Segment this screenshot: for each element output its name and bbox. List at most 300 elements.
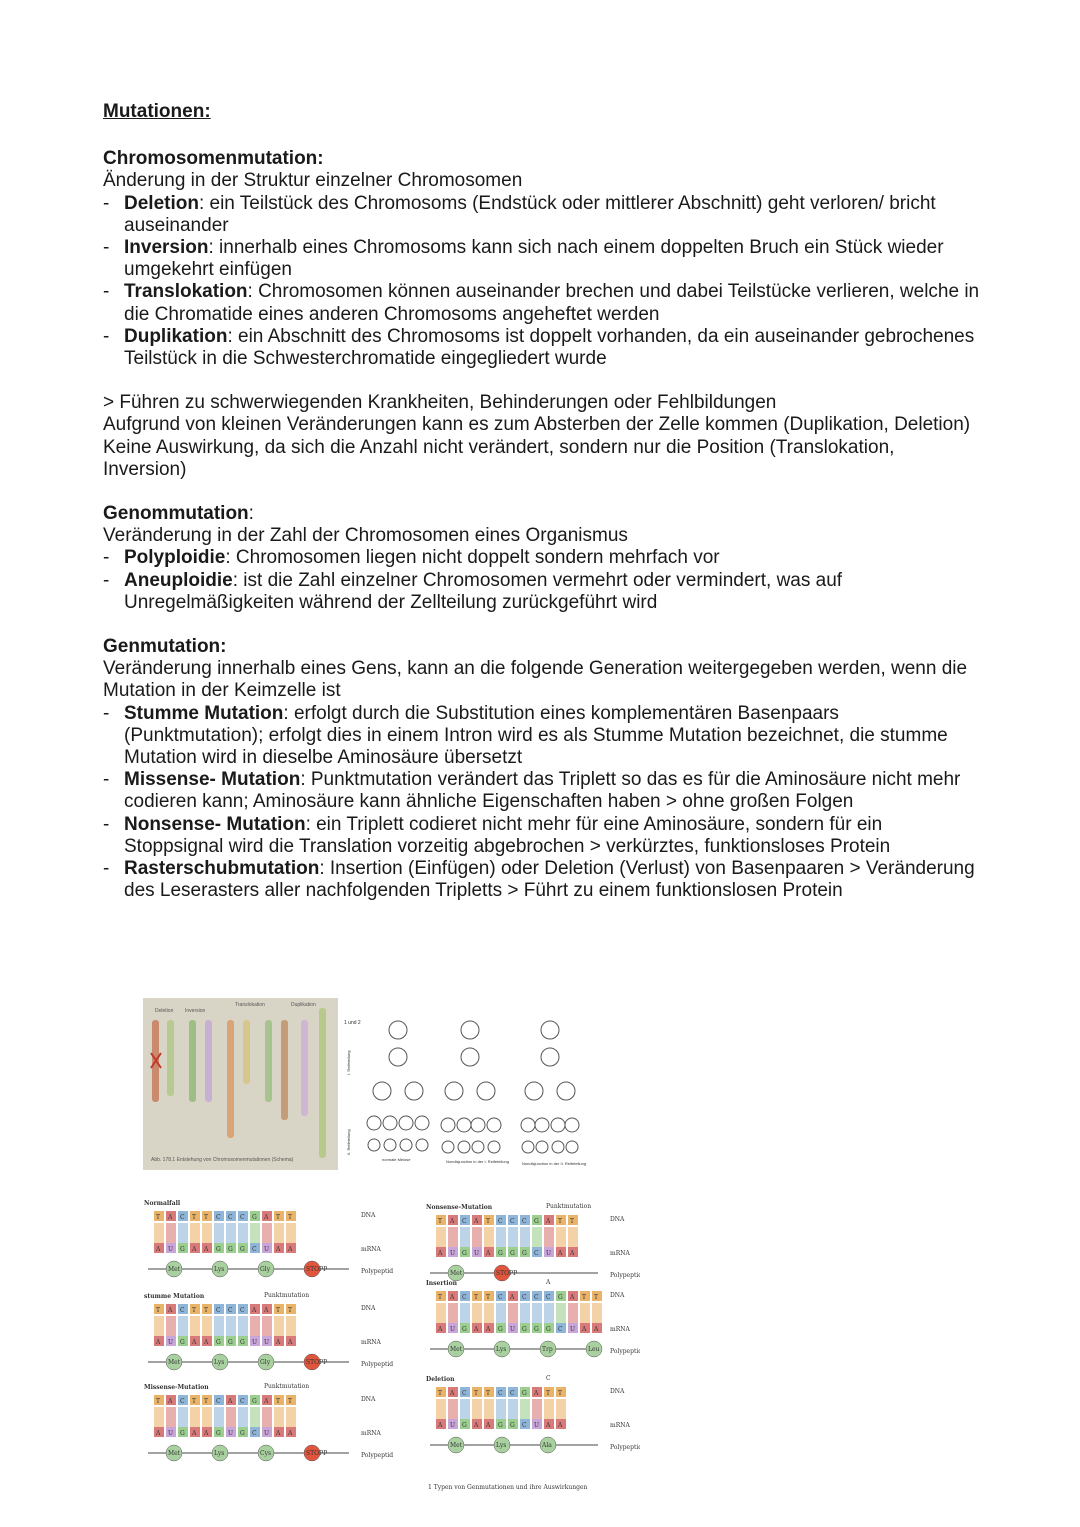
dna-base-letter: C xyxy=(546,1294,551,1301)
dna-base-letter: C xyxy=(498,1390,503,1397)
panel-title: Nonsense-Mutation xyxy=(426,1204,493,1211)
base-pair-bar xyxy=(472,1227,482,1247)
chromosome-strip xyxy=(301,1020,308,1116)
base-pair-bar xyxy=(250,1223,260,1243)
dna-base-letter: T xyxy=(474,1294,479,1301)
amino-acid-label: Ala xyxy=(542,1442,552,1449)
mrna-base-letter: G xyxy=(228,1339,233,1346)
base-pair-bar xyxy=(238,1223,248,1243)
base-pair-bar xyxy=(262,1223,272,1243)
dna-base-letter: T xyxy=(558,1218,563,1225)
list-item: - Stumme Mutation: erfolgt durch die Substitution eines komplementären Basenpaars (Punktmutation); erfolgt dies in einem Intron wird es als Stumme Mutation bezeichnet, die stumme Mutation wird in dieselbe Aminosäure übersetzt xyxy=(103,703,983,770)
panel-note: A xyxy=(546,1279,551,1286)
base-pair-bar xyxy=(286,1407,296,1427)
mrna-base-letter: A xyxy=(486,1250,491,1257)
dna-base-letter: C xyxy=(462,1218,467,1225)
row-label: DNA xyxy=(610,1216,625,1223)
mrna-base-letter: G xyxy=(180,1339,185,1346)
dna-base-letter: A xyxy=(228,1398,233,1405)
base-pair-bar xyxy=(508,1303,518,1323)
mrna-base-letter: U xyxy=(264,1246,270,1253)
note-line: Aufgrund von kleinen Veränderungen kann es zum Absterben der Zelle kommen (Duplikation, Deletion) xyxy=(103,414,971,436)
dna-base-letter: T xyxy=(276,1307,281,1314)
dna-base-letter: A xyxy=(264,1307,269,1314)
dna-base-letter: A xyxy=(168,1307,173,1314)
panel-note: Punktmutation xyxy=(264,1292,310,1299)
base-pair-bar xyxy=(544,1399,554,1419)
row-label: DNA xyxy=(361,1212,376,1219)
mrna-base-letter: G xyxy=(240,1430,245,1437)
dna-base-letter: T xyxy=(156,1398,161,1405)
mrna-base-letter: C xyxy=(522,1422,527,1429)
mrna-base-letter: U xyxy=(168,1339,174,1346)
photo-label: Translokation xyxy=(235,1002,265,1008)
dna-base-letter: T xyxy=(204,1398,209,1405)
chromosome-strip xyxy=(227,1020,234,1138)
dna-base-letter: T xyxy=(594,1294,599,1301)
dna-base-letter: C xyxy=(522,1218,527,1225)
mrna-base-letter: A xyxy=(474,1422,479,1429)
base-pair-bar xyxy=(520,1227,530,1247)
meiosis-column xyxy=(441,1021,501,1153)
dna-base-letter: A xyxy=(264,1214,269,1221)
meiosis-caption: Nondisjunction in der I. Reifeteilung xyxy=(446,1159,509,1164)
dna-base-letter: T xyxy=(474,1390,479,1397)
row-label: mRNA xyxy=(361,1430,381,1437)
row-label: Polypeptid xyxy=(361,1268,394,1275)
row-label: Polypeptid xyxy=(610,1272,640,1279)
dna-base-letter: C xyxy=(534,1294,539,1301)
dna-base-letter: C xyxy=(216,1398,221,1405)
base-pair-bar xyxy=(532,1399,542,1419)
dna-base-letter: T xyxy=(288,1307,293,1314)
mrna-base-letter: U xyxy=(450,1326,456,1333)
dna-base-letter: T xyxy=(192,1307,197,1314)
mrna-base-letter: G xyxy=(180,1246,185,1253)
base-pair-bar xyxy=(190,1316,200,1336)
panel-title: Missense-Mutation xyxy=(144,1384,209,1391)
base-pair-bar xyxy=(436,1303,446,1323)
base-pair-bar xyxy=(214,1407,224,1427)
base-pair-bar xyxy=(508,1399,518,1419)
mrna-base-letter: G xyxy=(216,1430,221,1437)
section-heading: Genmutation: xyxy=(103,636,227,658)
mrna-base-letter: U xyxy=(264,1339,270,1346)
base-pair-bar xyxy=(274,1223,284,1243)
mrna-base-letter: A xyxy=(192,1246,197,1253)
mrna-base-letter: A xyxy=(546,1422,551,1429)
mrna-base-letter: A xyxy=(276,1339,281,1346)
base-pair-bar xyxy=(472,1399,482,1419)
base-pair-bar xyxy=(544,1227,554,1247)
amino-acid-label: Lys xyxy=(496,1346,507,1353)
dna-base-letter: C xyxy=(510,1218,515,1225)
mrna-base-letter: G xyxy=(522,1250,527,1257)
dna-base-letter: C xyxy=(240,1307,245,1314)
amino-acid-label: STOPP xyxy=(496,1270,518,1277)
dna-base-letter: A xyxy=(534,1390,539,1397)
base-pair-bar xyxy=(286,1223,296,1243)
mrna-base-letter: G xyxy=(498,1422,503,1429)
mrna-base-letter: C xyxy=(252,1246,257,1253)
meiosis-top-label: 1 und 2 xyxy=(344,1020,361,1026)
mrna-base-letter: A xyxy=(288,1339,293,1346)
chromosome-strip xyxy=(265,1020,272,1102)
base-pair-bar xyxy=(484,1399,494,1419)
section-heading: Genommutation: xyxy=(103,503,254,525)
list-item: - Duplikation: ein Abschnitt des Chromosoms ist doppelt vorhanden, da ein auseinander gebrochenes Teilstück in die Schwesterchromatide eingegliedert wurde xyxy=(103,326,983,370)
meiosis-diagram xyxy=(342,1015,592,1175)
row-label: DNA xyxy=(610,1388,625,1395)
panel-note: Punktmutation xyxy=(264,1383,310,1390)
meiosis-caption: Nondisjunction in der II. Reifeteilung xyxy=(522,1161,587,1166)
photo-label: Duplikation xyxy=(291,1002,316,1008)
amino-acid-label: Gly xyxy=(260,1359,271,1366)
base-pair-bar xyxy=(190,1407,200,1427)
dna-base-letter: T xyxy=(204,1214,209,1221)
base-pair-bar xyxy=(154,1316,164,1336)
mrna-base-letter: G xyxy=(462,1250,467,1257)
base-pair-bar xyxy=(436,1399,446,1419)
mrna-base-letter: A xyxy=(438,1326,443,1333)
list-item: - Missense- Mutation: Punktmutation verändert das Triplett so das es für die Aminosäure nicht mehr codieren kann; Aminosäure kann ähnliche Eigenschaften haben > ohne großen Folgen xyxy=(103,769,983,813)
mrna-base-letter: A xyxy=(204,1339,209,1346)
amino-acid-label: STOPP xyxy=(306,1450,328,1457)
dna-base-letter: C xyxy=(180,1214,185,1221)
mrna-base-letter: G xyxy=(228,1246,233,1253)
mrna-base-letter: C xyxy=(252,1430,257,1437)
mrna-base-letter: A xyxy=(156,1339,161,1346)
base-pair-bar xyxy=(496,1227,506,1247)
amino-acid-label: Met xyxy=(168,1266,181,1273)
base-pair-bar xyxy=(274,1407,284,1427)
dna-base-letter: A xyxy=(474,1218,479,1225)
section-intro: Veränderung in der Zahl der Chromosomen eines Organismus xyxy=(103,525,628,547)
base-pair-bar xyxy=(556,1303,566,1323)
dna-base-letter: T xyxy=(486,1390,491,1397)
base-pair-bar xyxy=(286,1316,296,1336)
mrna-base-letter: A xyxy=(192,1339,197,1346)
dna-base-letter: T xyxy=(288,1214,293,1221)
list-item: - Deletion: ein Teilstück des Chromosoms (Endstück oder mittlerer Abschnitt) geht verloren/ bricht auseinander xyxy=(103,193,983,237)
mrna-base-letter: U xyxy=(546,1250,552,1257)
dna-base-letter: C xyxy=(498,1218,503,1225)
mrna-base-letter: U xyxy=(168,1246,174,1253)
mrna-base-letter: A xyxy=(582,1326,587,1333)
dna-base-letter: A xyxy=(450,1218,455,1225)
chromosome-mutation-photo xyxy=(143,998,338,1170)
photo-label: Deletion xyxy=(155,1008,174,1014)
dna-base-letter: T xyxy=(276,1214,281,1221)
panel-title: Insertion xyxy=(426,1280,457,1287)
base-pair-bar xyxy=(166,1223,176,1243)
amino-acid-label: Met xyxy=(450,1270,463,1277)
mrna-base-letter: A xyxy=(192,1430,197,1437)
meiosis-side-label: II. Reifeteilung xyxy=(346,1129,351,1155)
mrna-base-letter: A xyxy=(486,1326,491,1333)
dna-base-letter: T xyxy=(276,1398,281,1405)
panel-note: C xyxy=(546,1375,551,1382)
base-pair-bar xyxy=(214,1316,224,1336)
mrna-base-letter: U xyxy=(474,1250,480,1257)
list-item: - Aneuploidie: ist die Zahl einzelner Chromosomen vermehrt oder vermindert, was auf Unregelmäßigkeiten während der Zellteilung zurückgeführt wird xyxy=(103,570,983,614)
mrna-base-letter: A xyxy=(276,1246,281,1253)
amino-acid-label: Gly xyxy=(260,1266,271,1273)
dna-base-letter: C xyxy=(216,1214,221,1221)
base-pair-bar xyxy=(448,1227,458,1247)
dna-base-letter: A xyxy=(570,1294,575,1301)
mrna-base-letter: G xyxy=(498,1326,503,1333)
mrna-base-letter: G xyxy=(510,1250,515,1257)
dna-base-letter: T xyxy=(486,1218,491,1225)
base-pair-bar xyxy=(532,1227,542,1247)
dna-base-letter: C xyxy=(228,1307,233,1314)
amino-acid-label: Met xyxy=(450,1442,463,1449)
dna-base-letter: C xyxy=(522,1294,527,1301)
dna-base-letter: C xyxy=(510,1390,515,1397)
base-pair-bar xyxy=(484,1303,494,1323)
mrna-base-letter: A xyxy=(204,1246,209,1253)
base-pair-bar xyxy=(226,1407,236,1427)
amino-acid-label: Lys xyxy=(214,1266,225,1273)
row-label: mRNA xyxy=(610,1326,630,1333)
base-pair-bar xyxy=(520,1303,530,1323)
meiosis-column xyxy=(367,1021,429,1151)
base-pair-bar xyxy=(154,1223,164,1243)
row-label: DNA xyxy=(361,1305,376,1312)
dna-base-letter: A xyxy=(510,1294,515,1301)
mrna-base-letter: G xyxy=(546,1326,551,1333)
dna-base-letter: T xyxy=(192,1214,197,1221)
base-pair-bar xyxy=(238,1407,248,1427)
meiosis-column xyxy=(521,1021,579,1153)
dna-base-letter: A xyxy=(450,1294,455,1301)
dna-base-letter: T xyxy=(156,1307,161,1314)
amino-acid-label: Leu xyxy=(588,1346,600,1353)
mrna-base-letter: A xyxy=(486,1422,491,1429)
amino-acid-label: Lys xyxy=(496,1442,507,1449)
amino-acid-label: Cys xyxy=(260,1450,272,1457)
section-intro: Veränderung innerhalb eines Gens, kann an die folgende Generation weitergegeben werden, wenn die Mutation in der Keimzelle ist xyxy=(103,658,968,702)
base-pair-bar xyxy=(154,1407,164,1427)
base-pair-bar xyxy=(202,1316,212,1336)
dna-base-letter: T xyxy=(438,1390,443,1397)
amino-acid-label: Lys xyxy=(214,1450,225,1457)
dna-base-letter: T xyxy=(156,1214,161,1221)
base-pair-bar xyxy=(226,1223,236,1243)
mrna-base-letter: U xyxy=(450,1422,456,1429)
dna-base-letter: C xyxy=(180,1398,185,1405)
mrna-base-letter: A xyxy=(570,1250,575,1257)
base-pair-bar xyxy=(580,1303,590,1323)
base-pair-bar xyxy=(166,1407,176,1427)
base-pair-bar xyxy=(532,1303,542,1323)
base-pair-bar xyxy=(274,1316,284,1336)
mrna-base-letter: U xyxy=(534,1422,540,1429)
dna-base-letter: C xyxy=(180,1307,185,1314)
document xyxy=(103,101,983,925)
chromosome-strip xyxy=(319,1008,326,1158)
mrna-base-letter: A xyxy=(204,1430,209,1437)
base-pair-bar xyxy=(556,1399,566,1419)
mrna-base-letter: G xyxy=(534,1326,539,1333)
row-label: Polypeptid xyxy=(361,1452,394,1459)
mrna-base-letter: U xyxy=(570,1326,576,1333)
base-pair-bar xyxy=(178,1223,188,1243)
mrna-base-letter: A xyxy=(288,1430,293,1437)
list-item: - Rasterschubmutation: Insertion (Einfügen) oder Deletion (Verlust) von Basenpaaren > Veränderung des Leserasters aller nachfolgenden Tripletts > Führt zu einem funktionslosen Protein xyxy=(103,858,983,902)
dna-base-letter: T xyxy=(570,1218,575,1225)
amino-acid-label: Met xyxy=(450,1346,463,1353)
dna-base-letter: G xyxy=(522,1390,527,1397)
chromosome-strip xyxy=(167,1020,174,1096)
row-label: mRNA xyxy=(610,1250,630,1257)
row-label: Polypeptid xyxy=(361,1361,394,1368)
dna-base-letter: A xyxy=(546,1218,551,1225)
mrna-base-letter: G xyxy=(240,1246,245,1253)
section-chromosomenmutation xyxy=(103,148,983,370)
note-line: Keine Auswirkung, da sich die Anzahl nicht verändert, sondern nur die Position (Translokation, Inversion) xyxy=(103,436,895,480)
row-label: Polypeptid xyxy=(610,1444,640,1451)
mrna-base-letter: A xyxy=(276,1430,281,1437)
dna-base-letter: T xyxy=(558,1390,563,1397)
mrna-base-letter: C xyxy=(534,1250,539,1257)
dna-base-letter: C xyxy=(498,1294,503,1301)
note-line: > Führen zu schwerwiegenden Krankheiten, Behinderungen oder Fehlbildungen xyxy=(103,392,777,414)
row-label: mRNA xyxy=(610,1422,630,1429)
base-pair-bar xyxy=(520,1399,530,1419)
base-pair-bar xyxy=(250,1316,260,1336)
dna-base-letter: A xyxy=(168,1214,173,1221)
mrna-base-letter: A xyxy=(438,1250,443,1257)
amino-acid-label: Met xyxy=(168,1450,181,1457)
dna-base-letter: A xyxy=(252,1307,257,1314)
photo-label: Inversion xyxy=(185,1008,206,1014)
dna-base-letter: C xyxy=(228,1214,233,1221)
base-pair-bar xyxy=(460,1399,470,1419)
dna-base-letter: T xyxy=(486,1294,491,1301)
base-pair-bar xyxy=(472,1303,482,1323)
mrna-base-letter: U xyxy=(252,1339,258,1346)
mrna-base-letter: G xyxy=(240,1339,245,1346)
base-pair-bar xyxy=(568,1303,578,1323)
gene-figure-caption: 1 Typen von Genmutationen und ihre Auswirkungen xyxy=(428,1484,588,1491)
mrna-base-letter: G xyxy=(216,1339,221,1346)
section-heading: Chromosomenmutation: xyxy=(103,148,324,170)
dna-base-letter: G xyxy=(558,1294,563,1301)
dna-base-letter: A xyxy=(168,1398,173,1405)
mrna-base-letter: A xyxy=(156,1430,161,1437)
base-pair-bar xyxy=(178,1407,188,1427)
dna-base-letter: T xyxy=(438,1294,443,1301)
mrna-base-letter: A xyxy=(474,1326,479,1333)
base-pair-bar xyxy=(214,1223,224,1243)
base-pair-bar xyxy=(496,1399,506,1419)
mrna-base-letter: G xyxy=(498,1250,503,1257)
dna-base-letter: A xyxy=(450,1390,455,1397)
meiosis-caption: normale Meiose xyxy=(382,1157,411,1162)
dna-base-letter: C xyxy=(240,1398,245,1405)
base-pair-bar xyxy=(238,1316,248,1336)
bullet-list xyxy=(103,703,983,903)
mrna-base-letter: A xyxy=(558,1250,563,1257)
dna-base-letter: T xyxy=(288,1398,293,1405)
mrna-base-letter: A xyxy=(594,1326,599,1333)
panel-title: Normalfall xyxy=(144,1200,181,1207)
mrna-base-letter: G xyxy=(180,1430,185,1437)
base-pair-bar xyxy=(190,1223,200,1243)
amino-acid-label: STOPP xyxy=(306,1266,328,1273)
row-label: DNA xyxy=(361,1396,376,1403)
base-pair-bar xyxy=(448,1399,458,1419)
dna-base-letter: C xyxy=(240,1214,245,1221)
row-label: DNA xyxy=(610,1292,625,1299)
base-pair-bar xyxy=(250,1407,260,1427)
chromosome-strip xyxy=(281,1020,288,1120)
mrna-base-letter: U xyxy=(450,1250,456,1257)
chromosome-strip xyxy=(189,1020,196,1102)
base-pair-bar xyxy=(556,1227,566,1247)
section-genommutation xyxy=(103,503,983,614)
dna-base-letter: T xyxy=(204,1307,209,1314)
bullet-list xyxy=(103,193,983,371)
mrna-base-letter: C xyxy=(558,1326,563,1333)
chromosome-photo-svg xyxy=(143,998,338,1170)
base-pair-bar xyxy=(262,1407,272,1427)
base-pair-bar xyxy=(460,1303,470,1323)
base-pair-bar xyxy=(226,1316,236,1336)
gene-mutation-figure xyxy=(136,1197,640,1492)
chromosome-strips xyxy=(152,1008,326,1158)
base-pair-bar xyxy=(178,1316,188,1336)
list-item: - Polyploidie: Chromosomen liegen nicht doppelt sondern mehrfach vor xyxy=(103,547,983,569)
amino-acid-label: Lys xyxy=(214,1359,225,1366)
mrna-base-letter: G xyxy=(510,1422,515,1429)
mrna-base-letter: G xyxy=(522,1326,527,1333)
mrna-base-letter: A xyxy=(438,1422,443,1429)
amino-acid-label: STOPP xyxy=(306,1359,328,1366)
list-item: - Nonsense- Mutation: ein Triplett codieret nicht mehr für eine Aminosäure, sondern für ein Stoppsignal wird die Translation vorzeitig abgebrochen > verkürztes, funktionsloses Protein xyxy=(103,814,983,858)
panel-title: stumme Mutation xyxy=(144,1293,205,1300)
dna-base-letter: T xyxy=(546,1390,551,1397)
dna-base-letter: C xyxy=(216,1307,221,1314)
section-notes xyxy=(103,392,983,481)
mrna-base-letter: A xyxy=(156,1246,161,1253)
row-label: mRNA xyxy=(361,1339,381,1346)
base-pair-bar xyxy=(460,1227,470,1247)
meiosis-svg xyxy=(342,1015,592,1175)
base-pair-bar xyxy=(262,1316,272,1336)
chromosome-strip xyxy=(243,1020,250,1084)
base-pair-bar xyxy=(568,1227,578,1247)
base-pair-bar xyxy=(544,1303,554,1323)
page-title: Mutationen: xyxy=(103,101,211,122)
mrna-base-letter: G xyxy=(462,1326,467,1333)
dna-base-letter: G xyxy=(252,1214,257,1221)
chromosome-strip xyxy=(205,1020,212,1102)
dna-base-letter: A xyxy=(264,1398,269,1405)
amino-acid-label: Trp xyxy=(542,1346,553,1353)
mrna-base-letter: A xyxy=(288,1246,293,1253)
base-pair-bar xyxy=(592,1303,602,1323)
gene-mutation-svg xyxy=(136,1197,640,1492)
mrna-base-letter: A xyxy=(558,1422,563,1429)
dna-base-letter: T xyxy=(582,1294,587,1301)
dna-base-letter: C xyxy=(462,1294,467,1301)
dna-base-letter: C xyxy=(462,1390,467,1397)
mrna-base-letter: U xyxy=(228,1430,234,1437)
base-pair-bar xyxy=(496,1303,506,1323)
